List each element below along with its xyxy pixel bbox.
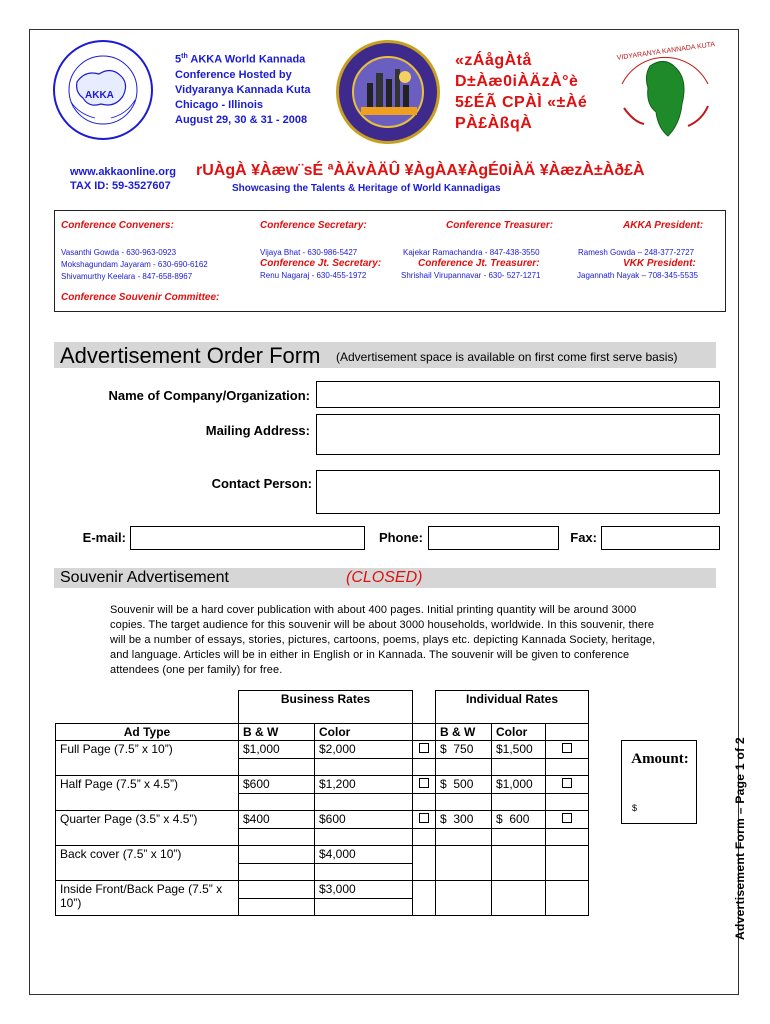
form-note: (Advertisement space is available on first come first serve basis) <box>336 350 678 364</box>
phone-input[interactable] <box>428 526 559 550</box>
website-link[interactable]: www.akkaonline.org <box>70 166 176 178</box>
conference-info-line5: August 29, 30 & 31 - 2008 <box>175 113 308 126</box>
phone-label: Phone: <box>378 530 423 545</box>
souvenir-committee-heading: Conference Souvenir Committee: <box>61 292 220 303</box>
conference-info-line4: Chicago - Illinois <box>175 98 264 111</box>
ad-type-cell: Quarter Page (3.5” x 4.5”) <box>56 811 239 846</box>
convener: Vasanthi Gowda - 630-963-0923 <box>61 248 177 257</box>
kannada-title-line: 5£ÉÃ CPÀÌ «±Àé <box>455 94 588 111</box>
jt-treasurer-heading: Conference Jt. Treasurer: <box>418 258 540 269</box>
full-page-business-checkbox[interactable] <box>419 743 429 753</box>
individual-rates-header: Individual Rates <box>436 691 589 724</box>
treasurer: Kajekar Ramachandra - 847-438-3550 <box>403 248 540 257</box>
kannada-subtitle: rUÀgÀ ¥Àæw¨sÉ ªÀÄvÀÄÛ ¥ÀgÀA¥ÀgÉ0iÀÄ ¥ÀæzÀ±Àð£À <box>196 162 645 179</box>
business-bw-header: B & W <box>239 724 315 741</box>
page-footer-vertical: Advertisement Form – Page 1 of 2 <box>733 737 747 940</box>
conference-info-line1: 5th AKKA World Kannada <box>175 53 306 66</box>
jt-secretary: Renu Nagaraj - 630-455-1972 <box>260 271 367 280</box>
conference-info <box>175 49 311 128</box>
individual-bw-price: $ 750 <box>436 741 492 759</box>
fax-input[interactable] <box>601 526 720 550</box>
quarter-page-business-checkbox[interactable] <box>419 813 429 823</box>
address-label: Mailing Address: <box>205 423 310 438</box>
ad-type-cell: Inside Front/Back Page (7.5” x 10”) <box>56 881 239 916</box>
treasurer-heading: Conference Treasurer: <box>446 220 554 231</box>
convener: Mokshagundam Jayaram - 630-690-6162 <box>61 260 208 269</box>
conference-seal <box>336 40 440 144</box>
business-color-header: Color <box>315 724 413 741</box>
company-label: Name of Company/Organization: <box>108 388 310 403</box>
secretary-heading: Conference Secretary: <box>260 220 367 231</box>
conference-info-line3: Vidyaranya Kannada Kuta <box>175 83 311 96</box>
individual-color-price: $1,500 <box>492 741 546 759</box>
form-title: Advertisement Order Form <box>60 343 321 368</box>
conference-seal-graphic <box>339 43 437 141</box>
tagline: Showcasing the Talents & Heritage of World Kannadigas <box>232 183 501 194</box>
company-input[interactable] <box>316 381 720 408</box>
kannada-title-line: «zÁågÀtå <box>455 52 532 69</box>
business-bw-price: $400 <box>239 811 315 829</box>
fax-label: Fax: <box>570 530 597 545</box>
address-input[interactable] <box>316 414 720 455</box>
akka-president: Ramesh Gowda – 248-377-2727 <box>578 248 695 257</box>
akka-logo <box>53 40 153 140</box>
rates-table <box>55 690 589 916</box>
individual-color-price: $ 600 <box>492 811 546 829</box>
contact-label: Contact Person: <box>211 476 312 491</box>
conveners-list <box>61 247 208 283</box>
business-bw-price: $600 <box>239 776 315 794</box>
ad-type-cell: Full Page (7.5” x 10”) <box>56 741 239 776</box>
kannada-title <box>455 50 587 134</box>
secretary: Vijaya Bhat - 630-986-5427 <box>260 248 358 257</box>
vkk-logo-text: VIDYARANYA KANNADA KUTA <box>616 41 716 62</box>
business-color-price: $4,000 <box>315 846 413 864</box>
business-color-price: $600 <box>315 811 413 829</box>
jt-treasurer: Shrishail Virupannavar - 630- 527-1271 <box>401 271 541 280</box>
individual-color-header: Color <box>492 724 546 741</box>
akka-logo-text: AKKA <box>85 90 114 101</box>
individual-color-price: $1,000 <box>492 776 546 794</box>
ad-type-cell: Half Page (7.5” x 4.5”) <box>56 776 239 811</box>
conference-info-line2: Conference Hosted by <box>175 68 292 81</box>
vkk-president-heading: VKK President: <box>623 258 696 269</box>
souvenir-description: Souvenir will be a hard cover publication with about 400 pages. Initial printing quantity will be around 3000 copies. The target audience for this souvenir will be about 3000 households, worldwide. In this souvenir, there will be a number of essays, stories, pictures, cartoons, poems, plays etc. depicting Kannada Society, heritage, and language. Articles will be in either in English or in Kannada. The souvenir will be given to conference attendees (one per family) for free. <box>110 604 656 676</box>
email-input[interactable] <box>130 526 365 550</box>
contact-input[interactable] <box>316 470 720 514</box>
website-block <box>70 165 176 193</box>
individual-bw-header: B & W <box>436 724 492 741</box>
akka-president-heading: AKKA President: <box>623 220 704 231</box>
amount-currency: $ <box>632 803 638 813</box>
email-label: E-mail: <box>82 530 126 545</box>
convener: Shivamurthy Keelara - 847-658-8967 <box>61 272 193 281</box>
individual-bw-price: $ 500 <box>436 776 492 794</box>
business-color-price: $2,000 <box>315 741 413 759</box>
business-rates-header: Business Rates <box>239 691 413 724</box>
kannada-title-line: PÀ£ÀßqÀ <box>455 115 533 132</box>
ad-type-cell: Back cover (7.5” x 10”) <box>56 846 239 881</box>
business-color-price: $1,200 <box>315 776 413 794</box>
conveners-heading: Conference Conveners: <box>61 220 174 231</box>
business-bw-price: $1,000 <box>239 741 315 759</box>
committee-box <box>54 210 726 312</box>
tax-id: TAX ID: 59-3527607 <box>70 180 171 192</box>
business-color-price: $3,000 <box>315 881 413 899</box>
half-page-business-checkbox[interactable] <box>419 778 429 788</box>
souvenir-title: Souvenir Advertisement <box>60 569 229 586</box>
full-page-individual-checkbox[interactable] <box>562 743 572 753</box>
amount-box[interactable] <box>621 740 697 824</box>
closed-badge: (CLOSED) <box>346 569 423 586</box>
individual-bw-price: $ 300 <box>436 811 492 829</box>
amount-label: Amount: <box>631 751 689 767</box>
vkk-logo <box>610 41 720 154</box>
vkk-president: Jagannath Nayak – 708-345-5535 <box>577 271 698 280</box>
kannada-title-line: D±Àæ0iÀÄzÀ°è <box>455 73 579 90</box>
half-page-individual-checkbox[interactable] <box>562 778 572 788</box>
ad-type-header: Ad Type <box>56 724 239 741</box>
jt-secretary-heading: Conference Jt. Secretary: <box>260 258 382 269</box>
quarter-page-individual-checkbox[interactable] <box>562 813 572 823</box>
